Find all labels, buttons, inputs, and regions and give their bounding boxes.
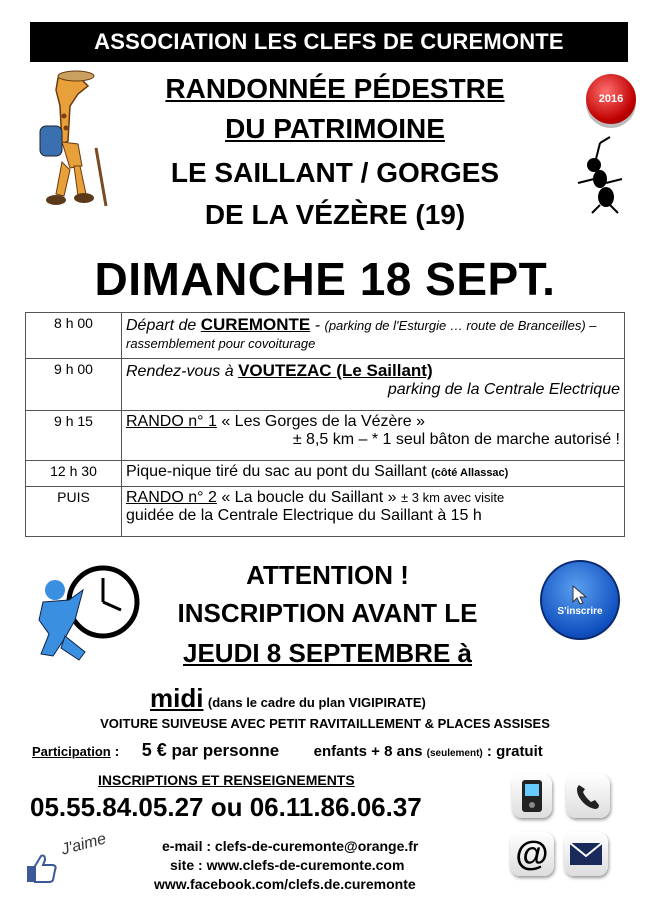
email-line[interactable]: e-mail : clefs-de-curemonte@orange.fr [162, 838, 419, 854]
at-sign-icon: @ [510, 832, 554, 876]
table-row: 9 h 15 RANDO n° 1 « Les Gorges de la Vézère » ± 8,5 km – * 1 seul bâton de marche autorisé ! [26, 411, 625, 461]
voutezac-label: VOUTEZAC (Le Saillant) [238, 361, 433, 380]
event-date: DIMANCHE 18 SEPT. [94, 253, 556, 305]
participation-line: Participation : 5 € par personne enfants + 8 ans (seulement) : gratuit [32, 740, 543, 760]
handset-icon [566, 774, 610, 818]
schedule-time: 9 h 00 [26, 359, 122, 411]
sinscrire-label: S'inscrire [557, 605, 603, 617]
attention-line-3: JEUDI 8 SEPTEMBRE à [183, 638, 472, 668]
cursor-arrow-icon [569, 584, 591, 606]
table-row: 9 h 00 Rendez-vous à VOUTEZAC (Le Saillant) parking de la Centrale Electrique [26, 359, 625, 411]
website-line[interactable]: site : www.clefs-de-curemonte.com [170, 857, 405, 873]
schedule-time: 9 h 15 [26, 411, 122, 461]
schedule-table [25, 312, 625, 537]
table-row: 12 h 30 Pique-nique tiré du sac au pont du Saillant (côté Allassac) [26, 461, 625, 487]
inscriptions-title: INSCRIPTIONS ET RENSEIGNEMENTS [98, 772, 355, 788]
clock-man-icon [25, 560, 140, 665]
midi-line [150, 683, 426, 714]
rando-1-label: RANDO n° 1 [126, 413, 217, 430]
rando-2-label: RANDO n° 2 [126, 489, 217, 506]
voiture-suiveuse: VOITURE SUIVEUSE AVEC PETIT RAVITAILLEMENT & PLACES ASSISES [100, 716, 550, 731]
title-line-1: RANDONNÉE PÉDESTRE [165, 73, 505, 104]
schedule-time: PUIS [26, 487, 122, 537]
vigipirate-note: (dans le cadre du plan VIGIPIRATE) [207, 695, 426, 710]
title-line-2: DU PATRIMOINE [225, 113, 445, 144]
attention-line-2: INSCRIPTION AVANT LE [177, 598, 478, 628]
hiker-giraffe-icon [18, 66, 113, 216]
schedule-time: 12 h 30 [26, 461, 122, 487]
sinscrire-button[interactable] [540, 560, 620, 640]
thumbs-up-icon [25, 852, 59, 886]
curemonte-label: CUREMONTE [200, 315, 311, 334]
mobile-phone-icon [512, 774, 552, 818]
title-line-3: LE SAILLANT / GORGES [170, 157, 500, 188]
year-2016-label: 2016 [598, 93, 624, 105]
envelope-icon [564, 832, 608, 876]
schedule-time: 8 h 00 [26, 313, 122, 359]
table-row: PUIS RANDO n° 2 « La boucle du Saillant » ± 3 km avec visite guidée de la Centrale Electrique du Saillant à 15 h [26, 487, 625, 537]
title-line-4: DE LA VÉZÈRE (19) [204, 199, 466, 230]
association-header: ASSOCIATION LES CLEFS DE CUREMONTE [30, 22, 628, 62]
facebook-line[interactable]: www.facebook.com/clefs.de.curemonte [154, 876, 416, 892]
jaime-label: J'aime [59, 830, 109, 859]
attention-line-1: ATTENTION ! [246, 560, 409, 590]
phone-numbers: 05.55.84.05.27 ou 06.11.86.06.37 [30, 792, 422, 822]
table-row: 8 h 00 Départ de CUREMONTE - (parking de l'Esturgie … route de Branceilles) – rassemblement pour covoiturage [26, 313, 625, 359]
price: 5 € [141, 740, 167, 760]
ant-hiker-icon [570, 135, 630, 215]
midi-label: midi [150, 683, 204, 713]
year-2016-badge [586, 74, 636, 124]
participation-label: Participation [32, 744, 111, 759]
